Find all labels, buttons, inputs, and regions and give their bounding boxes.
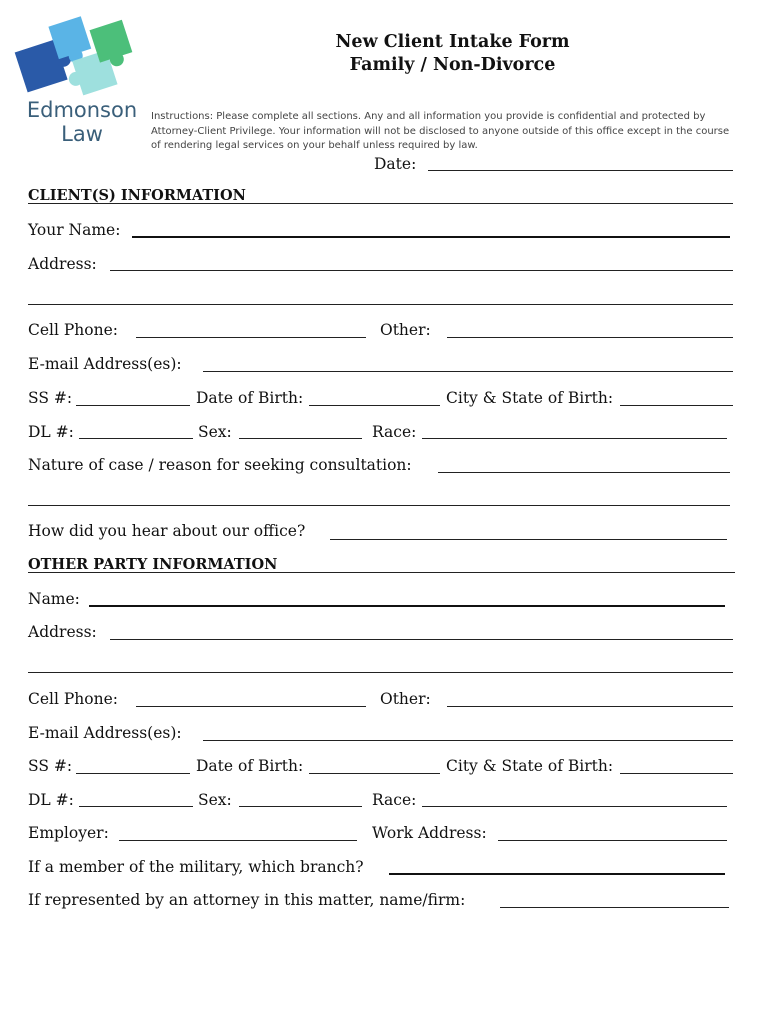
client-section-heading: CLIENT(S) INFORMATION	[28, 187, 246, 204]
other-work-label: Work Address:	[372, 824, 487, 842]
client-sex-field[interactable]	[239, 438, 362, 439]
other-other-field[interactable]	[447, 706, 733, 707]
other-dl-label: DL #:	[28, 791, 74, 809]
other-ss-field[interactable]	[76, 773, 190, 774]
client-address-field[interactable]	[110, 270, 733, 271]
other-sex-field[interactable]	[239, 806, 362, 807]
other-military-label: If a member of the military, which branch?	[28, 858, 364, 876]
form-title: New Client Intake Form	[335, 32, 570, 52]
other-cell-label: Cell Phone:	[28, 690, 118, 708]
other-race-label: Race:	[372, 791, 417, 809]
other-dob-label: Date of Birth:	[196, 757, 304, 775]
client-name-field[interactable]	[132, 236, 730, 238]
other-address-field[interactable]	[110, 639, 733, 640]
other-race-field[interactable]	[422, 806, 727, 807]
client-sex-label: Sex:	[198, 423, 232, 441]
other-sex-label: Sex:	[198, 791, 232, 809]
other-email-label: E-mail Address(es):	[28, 724, 182, 742]
client-cell-label: Cell Phone:	[28, 321, 118, 339]
client-email-field[interactable]	[203, 371, 733, 372]
logo	[12, 14, 152, 146]
client-other-field[interactable]	[447, 337, 733, 338]
other-work-field[interactable]	[498, 840, 727, 841]
client-pob-field[interactable]	[620, 405, 733, 406]
client-race-field[interactable]	[422, 438, 727, 439]
client-email-label: E-mail Address(es):	[28, 355, 182, 373]
client-address-field-2[interactable]	[28, 304, 733, 305]
section-divider	[28, 572, 735, 573]
client-dl-field[interactable]	[79, 438, 193, 439]
other-attorney-field[interactable]	[500, 907, 729, 908]
other-address-field-2[interactable]	[28, 672, 733, 673]
date-field[interactable]	[428, 170, 733, 171]
logo-text-line1: Edmonson	[26, 98, 138, 122]
other-pob-field[interactable]	[620, 773, 733, 774]
client-pob-label: City & State of Birth:	[446, 389, 614, 407]
other-name-label: Name:	[28, 590, 80, 608]
client-dob-field[interactable]	[309, 405, 440, 406]
client-race-label: Race:	[372, 423, 417, 441]
client-name-label: Your Name:	[28, 221, 121, 239]
other-employer-field[interactable]	[119, 840, 357, 841]
other-military-field[interactable]	[389, 873, 725, 875]
client-nature-label: Nature of case / reason for seeking consultation:	[28, 456, 412, 474]
other-email-field[interactable]	[203, 740, 733, 741]
other-employer-label: Employer:	[28, 824, 109, 842]
instructions-text: Instructions: Please complete all sections. Any and all information you provide is confidential and protected by Attorney-Client Privilege. Your information will not be disclosed to anyone outside of this office except in the course of rendering legal services on your behalf unless required by law.	[151, 111, 730, 151]
client-other-label: Other:	[380, 321, 431, 339]
form-subtitle: Family / Non-Divorce	[349, 55, 556, 75]
other-address-label: Address:	[28, 623, 97, 641]
puzzle-logo-icon	[12, 14, 152, 104]
client-dl-label: DL #:	[28, 423, 74, 441]
client-ss-field[interactable]	[76, 405, 190, 406]
other-attorney-label: If represented by an attorney in this matter, name/firm:	[28, 891, 466, 909]
client-hear-field[interactable]	[330, 539, 727, 540]
other-pob-label: City & State of Birth:	[446, 757, 614, 775]
client-ss-label: SS #:	[28, 389, 73, 407]
client-nature-field-2[interactable]	[28, 505, 730, 506]
client-hear-label: How did you hear about our office?	[28, 522, 306, 540]
client-dob-label: Date of Birth:	[196, 389, 304, 407]
other-ss-label: SS #:	[28, 757, 73, 775]
other-party-section-heading: OTHER PARTY INFORMATION	[28, 556, 278, 573]
other-cell-field[interactable]	[136, 706, 366, 707]
section-divider	[28, 203, 733, 204]
other-dob-field[interactable]	[309, 773, 440, 774]
other-name-field[interactable]	[89, 605, 725, 607]
date-label: Date:	[374, 155, 417, 173]
client-address-label: Address:	[28, 255, 97, 273]
logo-text-line2: Law	[61, 122, 103, 146]
client-nature-field[interactable]	[438, 472, 730, 473]
other-other-label: Other:	[380, 690, 431, 708]
client-cell-field[interactable]	[136, 337, 366, 338]
other-dl-field[interactable]	[79, 806, 193, 807]
